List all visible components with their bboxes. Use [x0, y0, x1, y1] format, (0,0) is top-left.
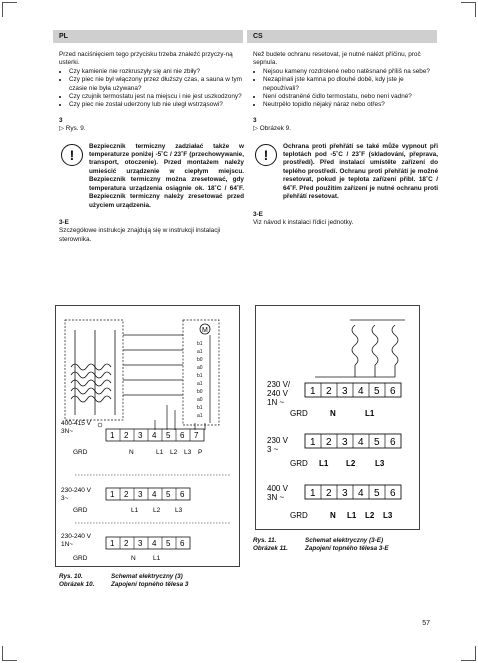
page-number: 57	[422, 620, 430, 627]
caption-number: Rys. 10.	[59, 573, 83, 580]
terminal-number: 3	[342, 386, 348, 397]
wire-label: L2	[365, 511, 375, 520]
wire-label: L2	[170, 449, 178, 456]
warning-icon: !	[255, 144, 277, 166]
wire-label: L3	[175, 507, 183, 514]
terminal-number: 2	[124, 431, 129, 440]
crop-mark-top-right	[461, 2, 476, 17]
terminal-strip-3	[305, 485, 401, 499]
warning-text: Ochrana proti přehřátí se také může vypnout při teplotách pod -5˚C / 23˚F (skladování, přeprava, prostředí). Před instalací umístěte zařízení do teplého prostředí. Ochranu proti přehřátí je možné resetovat, pokud je teplota zařízení přibl. 18˚C / 64˚F. Před použitím zařízení je nutné ochranu proti přehřátí resetovat.	[283, 142, 438, 201]
terminal-number: 1	[310, 437, 316, 448]
terminal-number: 3	[138, 539, 143, 548]
terminal-number: 3	[342, 488, 348, 499]
relay-label: b1	[197, 373, 203, 379]
crop-mark-bottom-right	[461, 646, 476, 661]
terminal-number: 3	[138, 431, 143, 440]
figure-reference-text: Rys. 9.	[65, 125, 86, 133]
wire-label: L2	[346, 459, 356, 468]
supply-voltage: 230-240 V	[61, 487, 91, 494]
supply-voltage: 400-415 V	[61, 420, 91, 427]
wire-label: GRD	[73, 507, 88, 514]
terminal-number: 5	[374, 488, 380, 499]
terminal-strip-2	[106, 488, 190, 500]
supply-phase: 3N~	[61, 428, 74, 435]
section-number: 3	[59, 116, 63, 124]
supply-voltage: 240 V	[267, 389, 288, 398]
terminal-strip-1	[106, 429, 204, 441]
wire-label: GRD	[73, 555, 88, 562]
relay-label: a0	[197, 397, 203, 403]
ground-symbol	[98, 423, 102, 427]
terminal-number: 2	[326, 386, 332, 397]
terminal-number: 4	[152, 490, 157, 499]
supply-phase: 3 ~	[267, 445, 279, 454]
terminal-strip-1	[305, 383, 401, 397]
terminal-number: 5	[166, 490, 171, 499]
terminal-number: 3	[138, 490, 143, 499]
wire-label: L1	[347, 511, 357, 520]
heating-elements	[71, 330, 115, 415]
crop-mark-top-left	[2, 2, 17, 17]
terminal-number: 2	[124, 490, 129, 499]
list-item: • Czy czujnik termostatu jest na miejscu i nie jest uszkodzony?	[69, 93, 244, 101]
terminal-number: 2	[124, 539, 129, 548]
wire-label: L1	[131, 507, 139, 514]
relay-label: a0	[197, 365, 203, 371]
relay-label: b1	[197, 341, 203, 347]
relay-label: a1	[197, 349, 203, 355]
figure-caption-10	[59, 573, 188, 589]
wire-label: L3	[184, 449, 192, 456]
wire-label: P	[198, 449, 203, 456]
terminal-number: 4	[358, 386, 364, 397]
terminal-number: 4	[358, 488, 364, 499]
section-heading: 3-E	[59, 218, 69, 226]
terminal-number: 4	[152, 431, 157, 440]
wire-label: N	[131, 555, 136, 562]
warning-text: Bezpiecznik termiczny zadziałać także w temperaturze poniżej -5˚C / 23˚F (przechowywanie, transport, otoczenie). Przed montażem należy umieścić urządzenie w ciepłym miejscu. Bezpiecznik termiczny można zresetować, gdy temperatura urządzenia osiągnie ok. 18˚C / 64˚F. Bezpiecznik termiczny należy zresetować przed użyciem urządzenia.	[89, 142, 244, 209]
caption-text: Schemat elektryczny (3-E)	[305, 537, 384, 544]
terminal-strip-2	[305, 434, 401, 448]
figure-reference: ▷ Rys. 9.	[59, 125, 86, 133]
terminal-number: 1	[110, 490, 115, 499]
terminal-number: 2	[326, 488, 332, 499]
wire-label: L1	[153, 555, 161, 562]
relay-label: b0	[197, 389, 203, 395]
relay-label: a1	[197, 381, 203, 387]
column-cs	[253, 51, 438, 227]
wire-label: L3	[375, 459, 385, 468]
terminal-number: 3	[342, 437, 348, 448]
wire-label: N	[330, 511, 336, 520]
lang-header-pl: PL	[53, 30, 243, 43]
wire-label: L1	[319, 459, 329, 468]
terminal-number: 5	[166, 431, 171, 440]
supply-phase: 1N ~	[267, 398, 285, 407]
caption-text: Zapojení topného tělesa 3	[111, 581, 189, 588]
terminal-number: 5	[374, 386, 380, 397]
warning-block	[59, 143, 244, 210]
supply-voltage: 230 V/	[267, 380, 291, 389]
terminal-number: 6	[180, 539, 185, 548]
terminal-number: 4	[152, 539, 157, 548]
terminal-number: 1	[110, 431, 115, 440]
wire-label: GRD	[290, 511, 308, 520]
supply-voltage: 230 V	[267, 436, 288, 445]
diagram-frame	[56, 306, 240, 567]
bullet-list	[59, 68, 244, 110]
heating-elements	[315, 320, 405, 377]
list-item: • Czy piec nie był włączony przez dłuższy czas, a sauna w tym czasie nie była używana?	[69, 76, 244, 93]
wire-label: L1	[365, 409, 375, 418]
terminal-number: 4	[358, 437, 364, 448]
wire-label: L2	[153, 507, 161, 514]
terminal-number: 6	[390, 386, 396, 397]
figure-reference: ▷ Obrázek 9.	[253, 125, 291, 133]
list-item: • Czy kamienie nie rozkruszyły się ani nie zbiły?	[69, 68, 244, 76]
intro-text: Przed naciśnięciem tego przycisku trzeba znaleźć przyczy-ną usterki.	[59, 51, 233, 67]
terminal-number: 2	[326, 437, 332, 448]
list-item: • Není odstraněné čidlo termostatu, nebo není vadné?	[263, 93, 438, 101]
motor-label: M	[202, 327, 208, 334]
list-item: • Nezapínali jste kamna po dlouhé době, kdy jste je nepoužívali?	[263, 76, 438, 93]
wiring-diagram-3	[55, 305, 240, 567]
terminal-number: 1	[110, 539, 115, 548]
crop-mark-bottom-left	[2, 646, 17, 661]
wire-label: GRD	[290, 409, 308, 418]
terminal-strip-3	[106, 537, 190, 549]
section-text: Viz návod k instalaci řídicí jednotky.	[253, 218, 354, 226]
wire-label: GRD	[290, 459, 308, 468]
list-item: • Czy piec nie został uderzony lub nie uległ wstrząsowi?	[69, 101, 244, 109]
wire-label: L3	[383, 511, 393, 520]
supply-phase: 3N ~	[267, 493, 285, 502]
supply-phase: 3~	[61, 495, 69, 502]
list-item: • Nejsou kameny rozdrolené nebo natěsnané příliš na sebe?	[263, 68, 438, 76]
terminal-number: 7	[194, 431, 199, 440]
wire-label: GRD	[73, 449, 88, 456]
terminal-number: 6	[180, 490, 185, 499]
bullet-list	[253, 68, 438, 110]
terminal-number: 5	[166, 539, 171, 548]
relay-label: b0	[197, 357, 203, 363]
section-heading: 3-E	[253, 210, 263, 218]
wire-label: L1	[156, 449, 164, 456]
terminal-number: 1	[310, 386, 316, 397]
terminal-number: 6	[390, 437, 396, 448]
supply-phase: 1N~	[61, 541, 74, 548]
warning-block	[253, 143, 438, 202]
intro-text: Než budete ochranu resetovat, je nutné nalézt příčinu, proč sepnula.	[253, 51, 421, 67]
figure-caption-11	[253, 537, 389, 553]
list-item: • Neutrpělo topidlo nějaký náraz nebo otřes?	[263, 101, 438, 109]
terminal-number: 6	[180, 431, 185, 440]
section-text: Szczegółowe instrukcje znajdują się w instrukcji instalacji sterownika.	[59, 227, 221, 243]
supply-voltage: 400 V	[267, 484, 288, 493]
caption-text: Schemat elektryczny (3)	[111, 573, 183, 580]
terminal-number: 5	[374, 437, 380, 448]
terminal-number: 1	[310, 488, 316, 499]
caption-number: Rys. 11.	[253, 537, 277, 544]
caption-number: Obrázek 10.	[59, 581, 95, 588]
contactor-block	[65, 320, 123, 420]
caption-text: Zapojení topného tělesa 3-E	[305, 545, 389, 552]
relay-label: a1	[197, 413, 203, 419]
column-pl	[59, 51, 244, 244]
wire-label: N	[330, 409, 336, 418]
relay-label: b1	[197, 405, 203, 411]
section-number: 3	[253, 116, 257, 124]
terminal-number: 6	[390, 488, 396, 499]
figure-reference-text: Obrázek 9.	[259, 125, 291, 133]
supply-voltage: 230-240 V	[61, 533, 91, 540]
caption-number: Obrázek 11.	[253, 545, 288, 552]
warning-icon: !	[61, 144, 83, 166]
wiring-diagram-3e	[255, 305, 420, 530]
lang-header-cs: CS	[247, 30, 437, 43]
wire-label: N	[129, 449, 134, 456]
